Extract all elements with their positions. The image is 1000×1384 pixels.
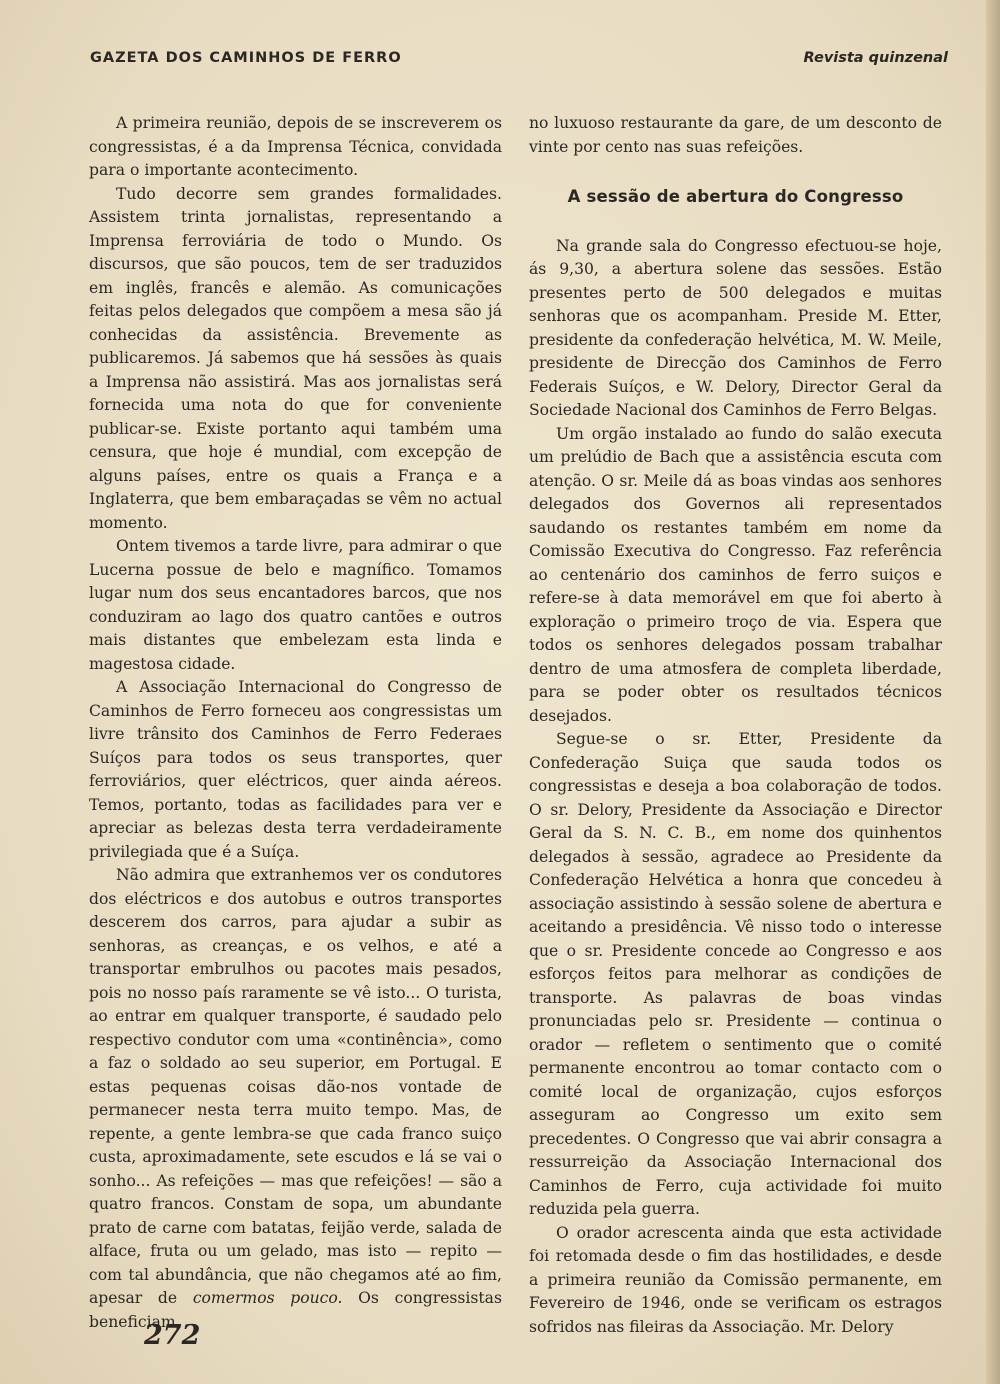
paragraph: Na grande sala do Congresso efectuou-se hoje, ás 9,30, a abertura solene das sessões. Estão presentes perto de 500 delegados e muitas senhoras que os acompanham. Preside M. Etter, presidente da confederação helvética, M. W. Meile, presidente de Direcção dos Caminhos de Ferro Federais Suíços, e W. Delory, Director Geral da Sociedade Nacional dos Caminhos de Ferro Belgas.	[529, 236, 942, 419]
paragraph: Tudo decorre sem grandes formalidades. Assistem trinta jornalistas, representando a Imprensa ferroviária de todo o Mundo. Os discursos, que são poucos, tem de ser traduzidos em inglês, francês e alemão. As comunicações feitas pelos delegados que compõem a mesa são já conhecidas da assistência. Brevemente as publicaremos. Já sabemos que há sessões às quais a Imprensa não assistirá. Mas aos jornalistas será fornecida uma nota do que for conveniente publicar-se. Existe portanto aqui também uma censura, que hoje é mundial, com excepção de alguns países, entre os quais a França e a Inglaterra, que bem embaraçadas se vêm no actual momento.	[89, 184, 502, 532]
paragraph: Ontem tivemos a tarde livre, para admirar o que Lucerna possue de belo e magnífico. Tomamos lugar num dos seus encantadores barcos, que nos conduziram ao lago dos quatro cantões e outros mais distantes que embelezam esta linda e magestosa cidade.	[89, 537, 502, 673]
section-heading: A sessão de abertura do Congresso	[567, 187, 904, 206]
paragraph: A primeira reunião, depois de se inscreverem os congressistas, é a da Imprensa Técnica, convidada para o importante acontecimento.	[89, 114, 502, 179]
publication-subtitle: Revista quinzenal	[803, 50, 948, 66]
page-binding-edge	[986, 0, 1000, 1384]
paragraph	[89, 864, 502, 1334]
page-number: 272	[144, 1320, 201, 1351]
publication-title: GAZETA DOS CAMINHOS DE FERRO	[90, 50, 402, 66]
left-column	[89, 112, 502, 1331]
emphasized-text: comermos pouco.	[192, 1289, 343, 1307]
paragraph-text: Os congressistas beneficiam,	[89, 1289, 502, 1331]
paragraph: O orador acrescenta ainda que esta actividade foi retomada desde o fim das hostilidades, e desde a primeira reunião da Comissão permanente, em Fevereiro de 1946, onde se verificam os estragos sofridos nas fileiras da Associação. Mr. Delory	[529, 1223, 942, 1336]
paragraph: A Associação Internacional do Congresso de Caminhos de Ferro forneceu aos congressistas um livre trânsito dos Caminhos de Ferro Federaes Suíços para todos os seus transportes, quer ferroviários, quer eléctricos, quer ainda aéreos. Temos, portanto, todas as facilidades para ver e apreciar as belezas desta terra verdadeiramente privilegiada que é a Suíça.	[89, 678, 502, 861]
paragraph-continuation: no luxuoso restaurante da gare, de um desconto de vinte por cento nas suas refeições.	[529, 114, 942, 156]
paragraph-text: Não admira que extranhemos ver os condutores dos eléctricos e dos autobus e outros transportes descerem dos carros, para ajudar a subir as senhoras, as creanças, e os velhos, e até a transportar embrulhos ou pacotes mais pesados, pois no nosso país raramente se vê isto... O turista, ao entrar em qualquer transporte, é saudado pelo respectivo condutor com uma «continência», como a faz o soldado ao seu superior, em Portugal. E estas pequenas coisas dão-nos vontade de permanecer nesta terra muito tempo. Mas, de repente, a gente lembra-se que cada franco suiço custa, aproximadamente, sete escudos e lá se vai o sonho... As refeições — mas que refeições! — são a quatro francos. Constam de sopa, um abundante prato de carne com batatas, feijão verde, salada de alface, fruta ou um gelado, mas isto — repito — com tal abundância, que não chegamos até ao fim, apesar de	[89, 866, 502, 1307]
paragraph: Um orgão instalado ao fundo do salão executa um prelúdio de Bach que a assistência escuta com atenção. O sr. Meile dá as boas vindas aos senhores delegados dos Governos ali representados saudando os restantes também em nome da Comissão Executiva do Congresso. Faz referência ao centenário dos caminhos de ferro suiços e refere-se à data memorável em que foi aberto à exploração o primeiro troço de via. Espera que todos os senhores delegados possam trabalhar dentro de uma atmosfera de completa liberdade, para se poder obter os resultados técnicos desejados.	[529, 424, 942, 725]
running-header	[90, 50, 948, 72]
right-column	[529, 112, 942, 1336]
paragraph: Segue-se o sr. Etter, Presidente da Confederação Suiça que sauda todos os congressistas e deseja a boa colaboração de todos. O sr. Delory, Presidente da Associação e Director Geral da S. N. C. B., em nome dos quinhentos delegados à sessão, agradece ao Presidente da Confederação Helvética a honra que concedeu à associação assistindo à sessão solene de abertura e aceitando a presidência. Vê nisso todo o interesse que o sr. Presidente concede ao Congresso e aos esforços feitos para melhorar as condições de transporte. As palavras de boas vindas pronunciadas pelo sr. Presidente — continua o orador — refletem o sentimento que o comité permanente encontrou ao tomar contacto com o comité local de organização, cujos esforços asseguram ao Congresso um exito sem precedentes. O Congresso que vai abrir consagra a ressurreição da Associação Internacional dos Caminhos de Ferro, cuja actividade foi muito reduzida pela guerra.	[529, 730, 942, 1218]
